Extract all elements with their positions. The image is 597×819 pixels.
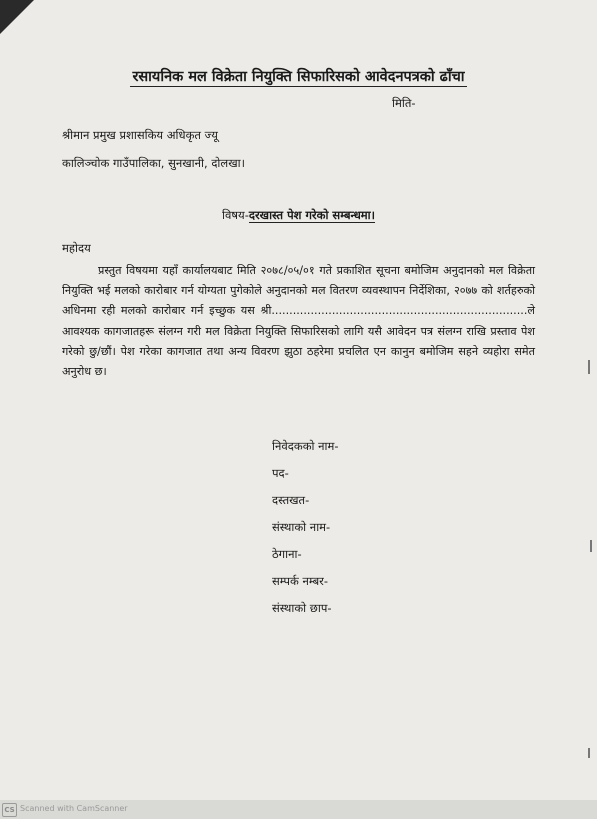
camscanner-logo-icon: CS xyxy=(2,803,17,817)
contact-number-field: सम्पर्क नम्बर- xyxy=(272,574,329,588)
designation-field: पद- xyxy=(272,466,289,480)
applicant-name-field: निवेदकको नाम- xyxy=(272,439,339,453)
document-title xyxy=(0,66,597,86)
body-paragraph: प्रस्तुत विषयमा यहाँ कार्यालयबाट मिति २०७८/०५/०१ गते प्रकाशित सूचना बमोजिम अनुदानको मल विक्रेता नियुक्ति भई मलको कारोबार गर्न योग्यता पुगेकोले अनुदानको मल वितरण व्यवस्थापन निर्देशिका, २०७७ को शर्तहरुको अधिनमा रही मलको कारोबार गर्न इच्छुक यस श्री........................................................................ले आवश्यक कागजातहरू संलग्न गरी मल विक्रेता नियुक्ति सिफारिसको लागि यसै आवेदन पत्र संलग्न राखि प्रस्ताव पेश गरेको छु/छौं। पेश गरेका कागजात तथा अन्य विवरण झुठा ठहरेमा प्रचलित एन कानुन बमोजिम सहने व्यहोरा समेत अनुरोध छ। xyxy=(62,264,535,379)
salutation: महोदय xyxy=(62,241,91,255)
org-name-field: संस्थाको नाम- xyxy=(272,520,331,534)
margin-mark xyxy=(590,540,592,552)
margin-mark xyxy=(588,360,590,374)
subject-line xyxy=(0,208,597,223)
recipient-line-2: कालिञ्चोक गाउँपालिका, सुनखानी, दोलखा। xyxy=(62,156,245,170)
address-field: ठेगाना- xyxy=(272,547,302,561)
subject-text: दरखास्त पेश गरेको सम्बन्धमा। xyxy=(248,208,375,222)
signature-block xyxy=(272,436,339,625)
scan-corner-shadow xyxy=(0,0,34,34)
document-title-text: रसायनिक मल विक्रेता नियुक्ति सिफारिसको आवेदनपत्रको ढाँचा xyxy=(132,69,465,85)
margin-mark xyxy=(588,748,590,758)
scanner-watermark: Scanned with CamScanner xyxy=(20,804,128,813)
org-stamp-field: संस्थाको छाप- xyxy=(272,601,332,615)
signature-field: दस्तखत- xyxy=(272,493,310,507)
recipient-line-1: श्रीमान प्रमुख प्रशासकिय अधिकृत ज्यू xyxy=(62,128,218,142)
date-label: मिति- xyxy=(392,96,416,110)
subject-prefix: विषय- xyxy=(222,208,249,222)
